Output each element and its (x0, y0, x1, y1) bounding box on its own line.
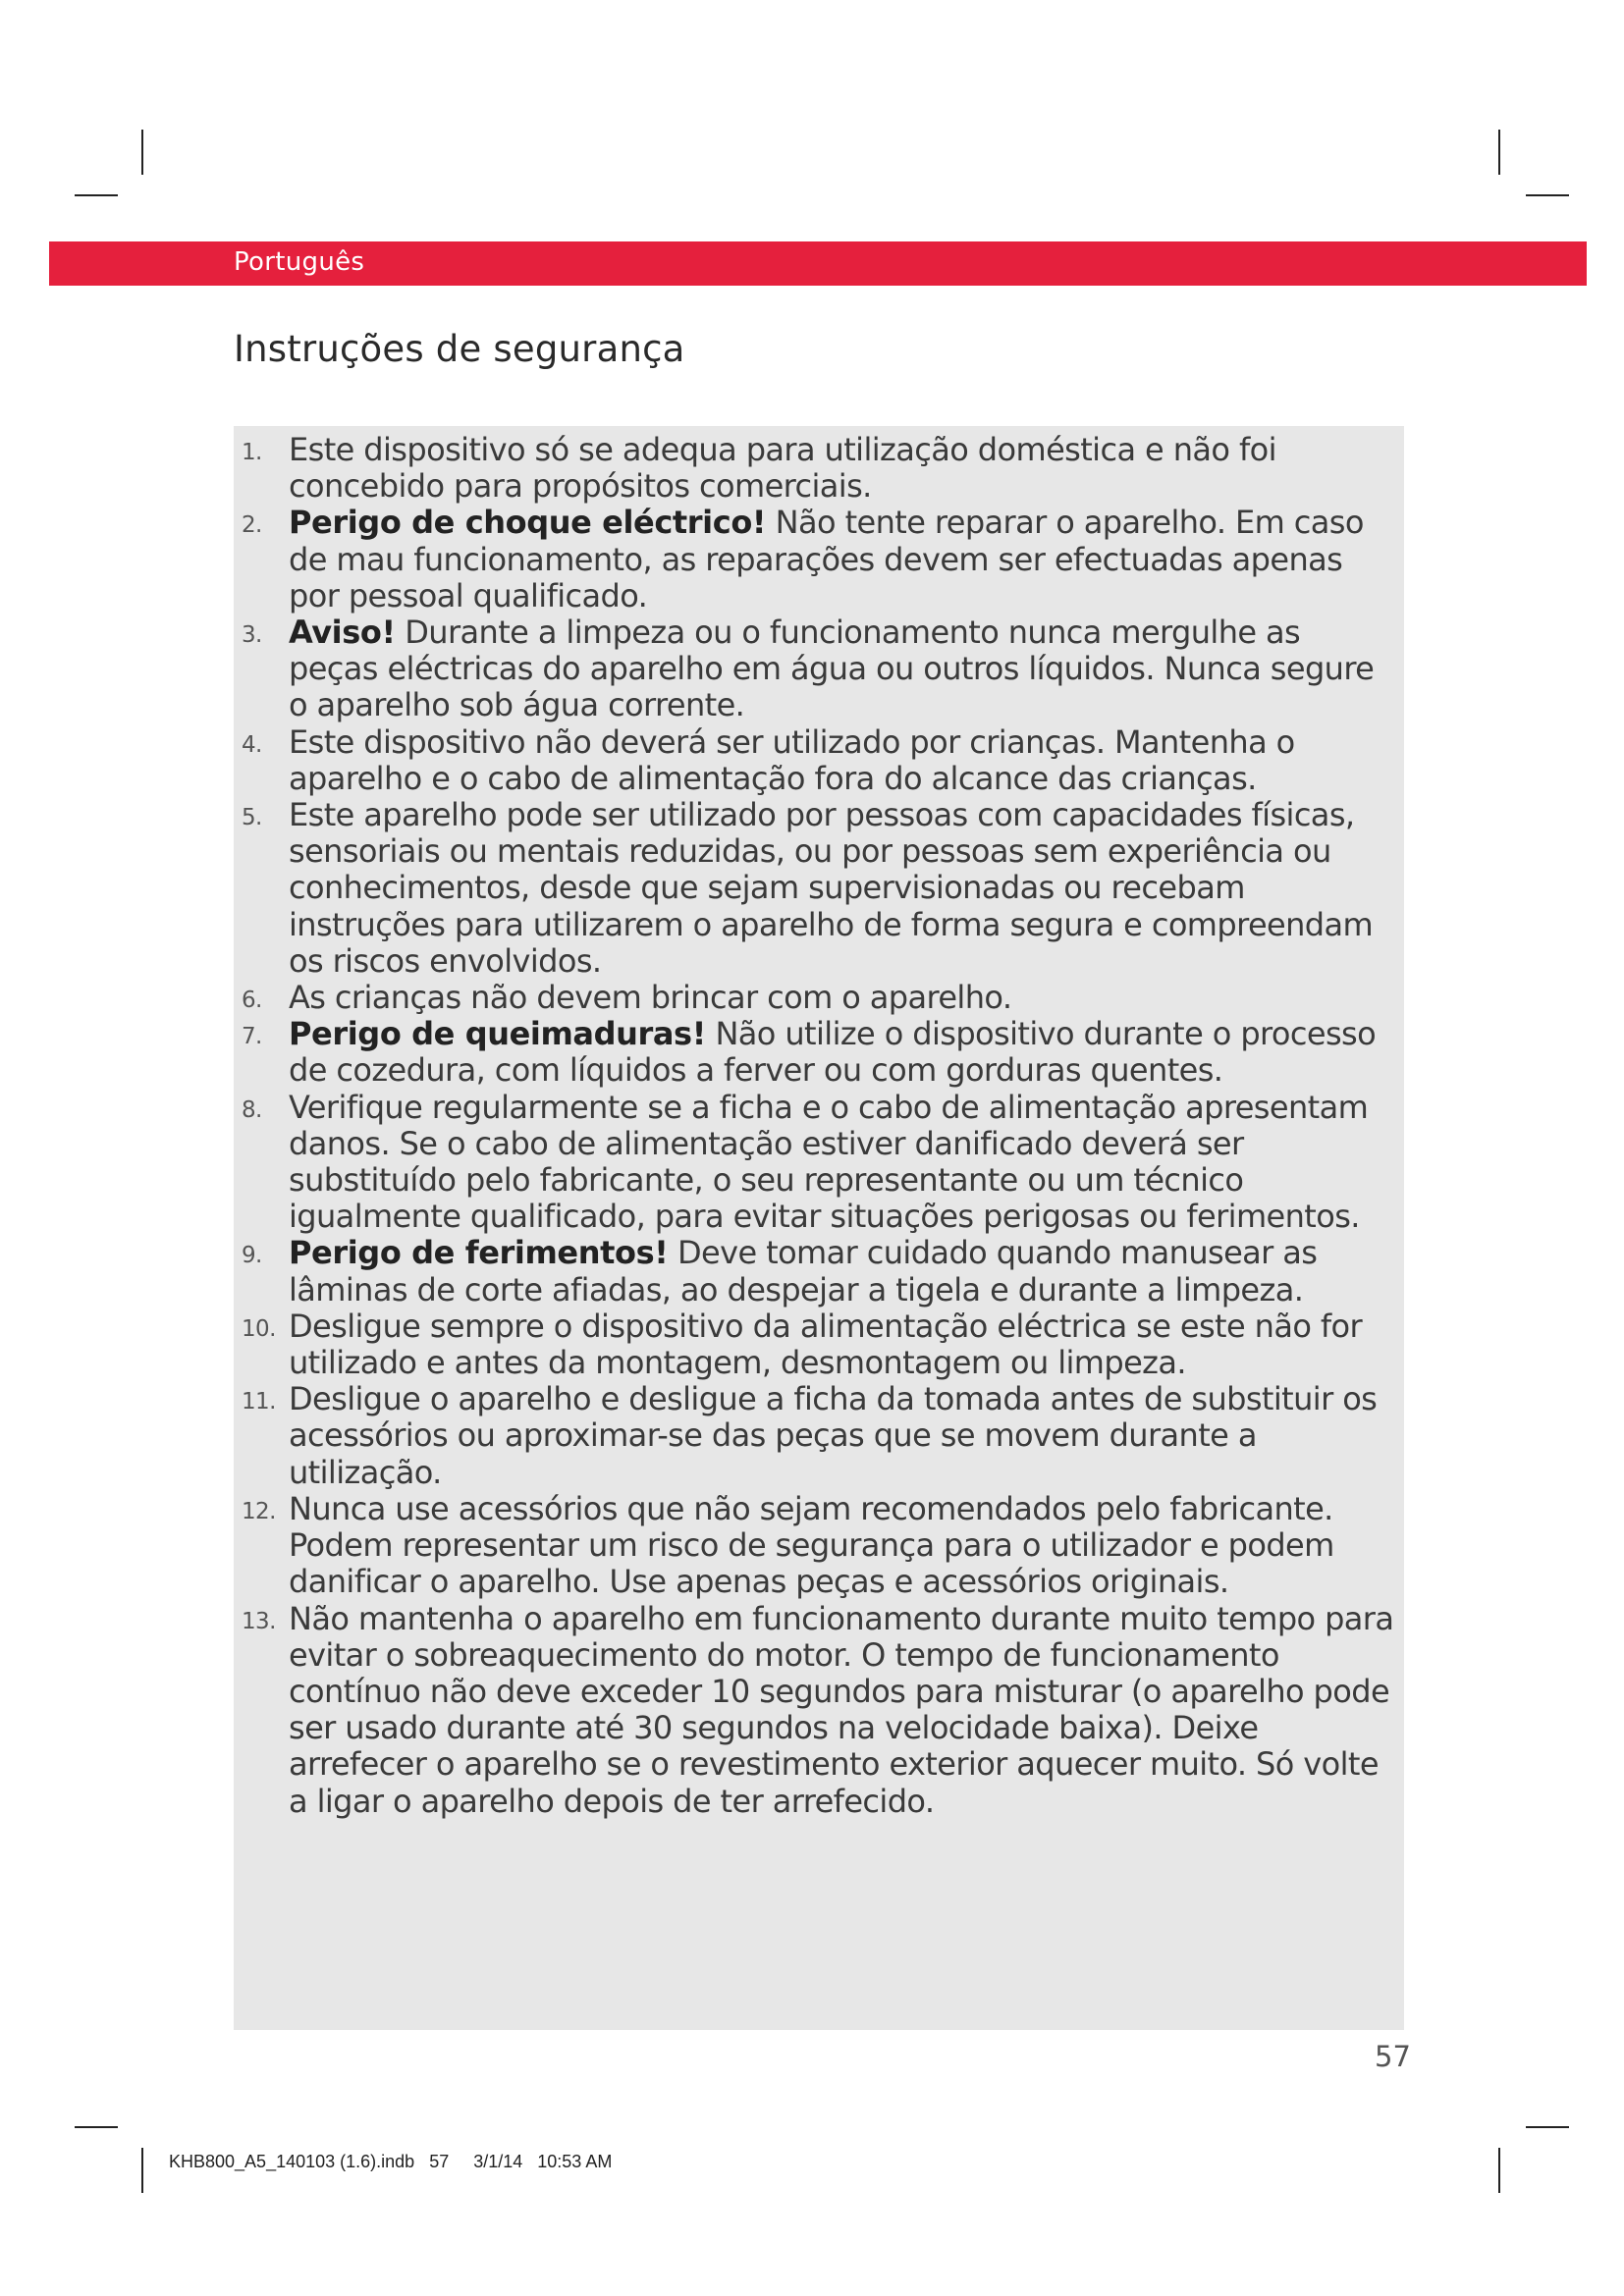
list-item-text: Desligue o aparelho e desligue a ficha da tomada antes de substituir os acessórios ou aproximar-se das peças que se movem durante a utilização. (289, 1380, 1378, 1491)
list-item-text: Este dispositivo não deverá ser utilizado por crianças. Mantenha o aparelho e o cabo de alimentação fora do alcance das crianças. (289, 722, 1295, 797)
list-item-number: 10. (242, 1315, 276, 1342)
list-item-text: Deve tomar cuidado quando manusear as lâminas de corte afiadas, ao despejar a tigela e durante a limpeza. (289, 1234, 1318, 1308)
list-item (234, 505, 1404, 614)
list-item-warning: Aviso! (289, 614, 396, 652)
list-item-number: 11. (242, 1389, 276, 1415)
page-number: 57 (1375, 2040, 1411, 2073)
list-item-text: Este dispositivo só se adequa para utilização doméstica e não foi concebido para propósitos comerciais. (289, 431, 1276, 506)
list-item-text: Nunca use acessórios que não sejam recomendados pelo fabricante. Podem representar um risco de segurança para o utilizador e podem danificar o aparelho. Use apenas peças e acessórios originais. (289, 1489, 1334, 1601)
list-item-number: 8. (242, 1096, 262, 1123)
list-item (234, 1381, 1404, 1491)
list-item-number: 5. (242, 805, 262, 831)
list-item (234, 980, 1404, 1016)
list-item (234, 614, 1404, 724)
list-item-warning: Perigo de queimaduras! (289, 1015, 706, 1053)
list-item-number: 3. (242, 622, 262, 649)
crop-mark (75, 2126, 118, 2128)
crop-mark (1498, 2148, 1500, 2193)
safety-instructions-list (234, 432, 1404, 1820)
list-item (234, 1491, 1404, 1601)
list-item (234, 432, 1404, 505)
crop-mark (141, 130, 143, 175)
list-item (234, 1090, 1404, 1236)
language-label: Português (234, 247, 365, 277)
list-item-number: 7. (242, 1024, 262, 1050)
list-item (234, 1601, 1404, 1820)
print-slug: KHB800_A5_140103 (1.6).indb 57 3/1/14 10:53 AM (169, 2152, 613, 2171)
crop-mark (75, 194, 118, 196)
section-title: Instruções de segurança (234, 328, 685, 370)
list-item-text: Não tente reparar o aparelho. Em caso de mau funcionamento, as reparações devem ser efectuadas apenas por pessoal qualificado. (289, 504, 1364, 614)
list-item-number: 1. (242, 440, 262, 465)
list-item (234, 1308, 1404, 1381)
list-item-text: Verifique regularmente se a ficha e o cabo de alimentação apresentam danos. Se o cabo de alimentação estiver danificado deverá ser substituído pelo fabricante, o seu representante ou um técnico igualmente qualificado, para evitar situações perigosas ou ferimentos. (289, 1088, 1369, 1236)
list-item-warning: Perigo de ferimentos! (289, 1234, 669, 1272)
list-item (234, 1016, 1404, 1089)
crop-mark (1526, 2126, 1569, 2128)
list-item-text: Durante a limpeza ou o funcionamento nunca mergulhe as peças eléctricas do aparelho em água ou outros líquidos. Nunca segure o aparelho sob água corrente. (289, 614, 1375, 724)
list-item-number: 12. (242, 1498, 276, 1524)
crop-mark (1498, 130, 1500, 175)
crop-mark (1526, 194, 1569, 196)
crop-mark (141, 2148, 143, 2193)
list-item (234, 1235, 1404, 1308)
list-item-text: Não utilize o dispositivo durante o processo de cozedura, com líquidos a ferver ou com gorduras quentes. (289, 1015, 1377, 1090)
list-item-number: 4. (242, 731, 262, 758)
safety-instructions-box (234, 426, 1404, 2030)
list-item (234, 797, 1404, 980)
list-item-number: 2. (242, 512, 262, 539)
list-item-text: As crianças não devem brincar com o aparelho. (289, 979, 1012, 1017)
list-item-number: 13. (242, 1608, 276, 1634)
list-item-text: Não mantenha o aparelho em funcionamento durante muito tempo para evitar o sobreaquecimento do motor. O tempo de funcionamento contínuo não deve exceder 10 segundos para misturar (o aparelho pode ser usado durante até 30 segundos na velocidade baixa). Deixe arrefecer o aparelho se o revestimento exterior aquecer muito. Só volte a ligar o aparelho depois de ter arrefecido. (289, 1599, 1394, 1820)
list-item-number: 9. (242, 1243, 262, 1269)
list-item-number: 6. (242, 988, 262, 1014)
list-item-text: Este aparelho pode ser utilizado por pessoas com capacidades físicas, sensoriais ou mentais reduzidas, ou por pessoas sem experiência ou conhecimentos, desde que sejam supervisionadas ou recebam instruções para utilizarem o aparelho de forma segura e compreendam os riscos envolvidos. (289, 796, 1374, 980)
language-header-bar (49, 241, 1587, 286)
list-item (234, 724, 1404, 797)
list-item-warning: Perigo de choque eléctrico! (289, 504, 767, 542)
list-item-text: Desligue sempre o dispositivo da alimentação eléctrica se este não for utilizado e antes da montagem, desmontagem ou limpeza. (289, 1307, 1363, 1382)
